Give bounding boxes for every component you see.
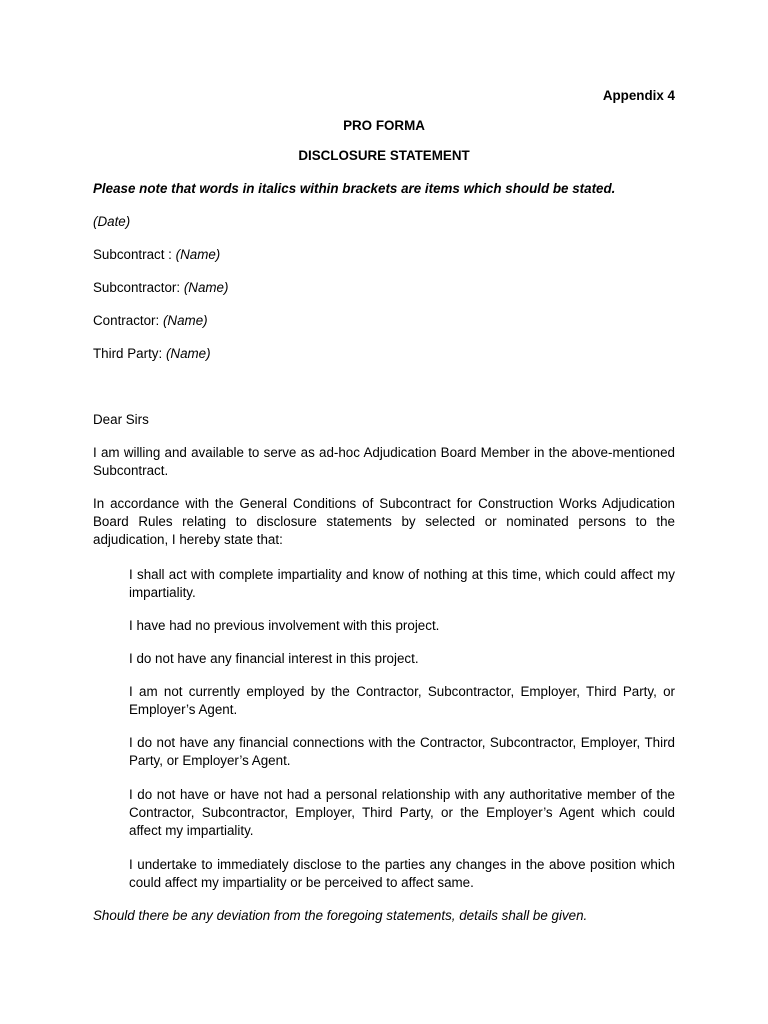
field-label: Third Party: [93, 346, 166, 361]
field-label: Contractor: [93, 313, 163, 328]
statement-impartiality: I shall act with complete impartiality and know of nothing at this time, which could affect my impartiality. [129, 567, 675, 600]
instruction-note: Please note that words in italics within brackets are items which should be stated. [93, 181, 616, 196]
salutation: Dear Sirs [93, 412, 149, 427]
field-third-party [93, 345, 675, 363]
statement-no-financial-interest: I do not have any financial interest in this project. [129, 651, 419, 666]
field-contractor [93, 312, 675, 330]
field-label: Subcontractor: [93, 280, 184, 295]
field-value: (Name) [165, 346, 211, 361]
field-value: (Name) [175, 247, 221, 262]
field-subcontractor [93, 279, 675, 297]
field-value: (Name) [183, 280, 229, 295]
statement-no-financial-connections: I do not have any financial connections with the Contractor, Subcontractor, Employer, Third Party, or Employer’s Agent. [129, 735, 675, 768]
field-label: Subcontract : [93, 247, 176, 262]
field-value: (Name) [162, 313, 208, 328]
paragraph-accordance: In accordance with the General Conditions of Subcontract for Construction Works Adjudication Board Rules relating to disclosure statements by selected or nominated persons to the adjudication, I hereby state that: [93, 496, 675, 547]
title-pro-forma: PRO FORMA [343, 118, 425, 133]
title-disclosure-statement: DISCLOSURE STATEMENT [298, 148, 470, 163]
date-placeholder: (Date) [93, 214, 131, 229]
statement-undertake-disclose: I undertake to immediately disclose to the parties any changes in the above position which could affect my impartiality or be perceived to affect same. [129, 857, 675, 890]
paragraph-willing: I am willing and available to serve as ad-hoc Adjudication Board Member in the above-mentioned Subcontract. [93, 445, 675, 478]
statement-not-employed: I am not currently employed by the Contractor, Subcontractor, Employer, Third Party, or Employer’s Agent. [129, 684, 675, 717]
statement-no-involvement: I have had no previous involvement with this project. [129, 618, 440, 633]
closing-note: Should there be any deviation from the foregoing statements, details shall be given. [93, 908, 588, 923]
statement-no-personal-relationship: I do not have or have not had a personal relationship with any authoritative member of the Contractor, Subcontractor, Employer, Third Party, or the Employer’s Agent which could affect my impartiality. [129, 787, 675, 838]
appendix-label: Appendix 4 [602, 88, 675, 103]
field-subcontract [93, 246, 675, 264]
